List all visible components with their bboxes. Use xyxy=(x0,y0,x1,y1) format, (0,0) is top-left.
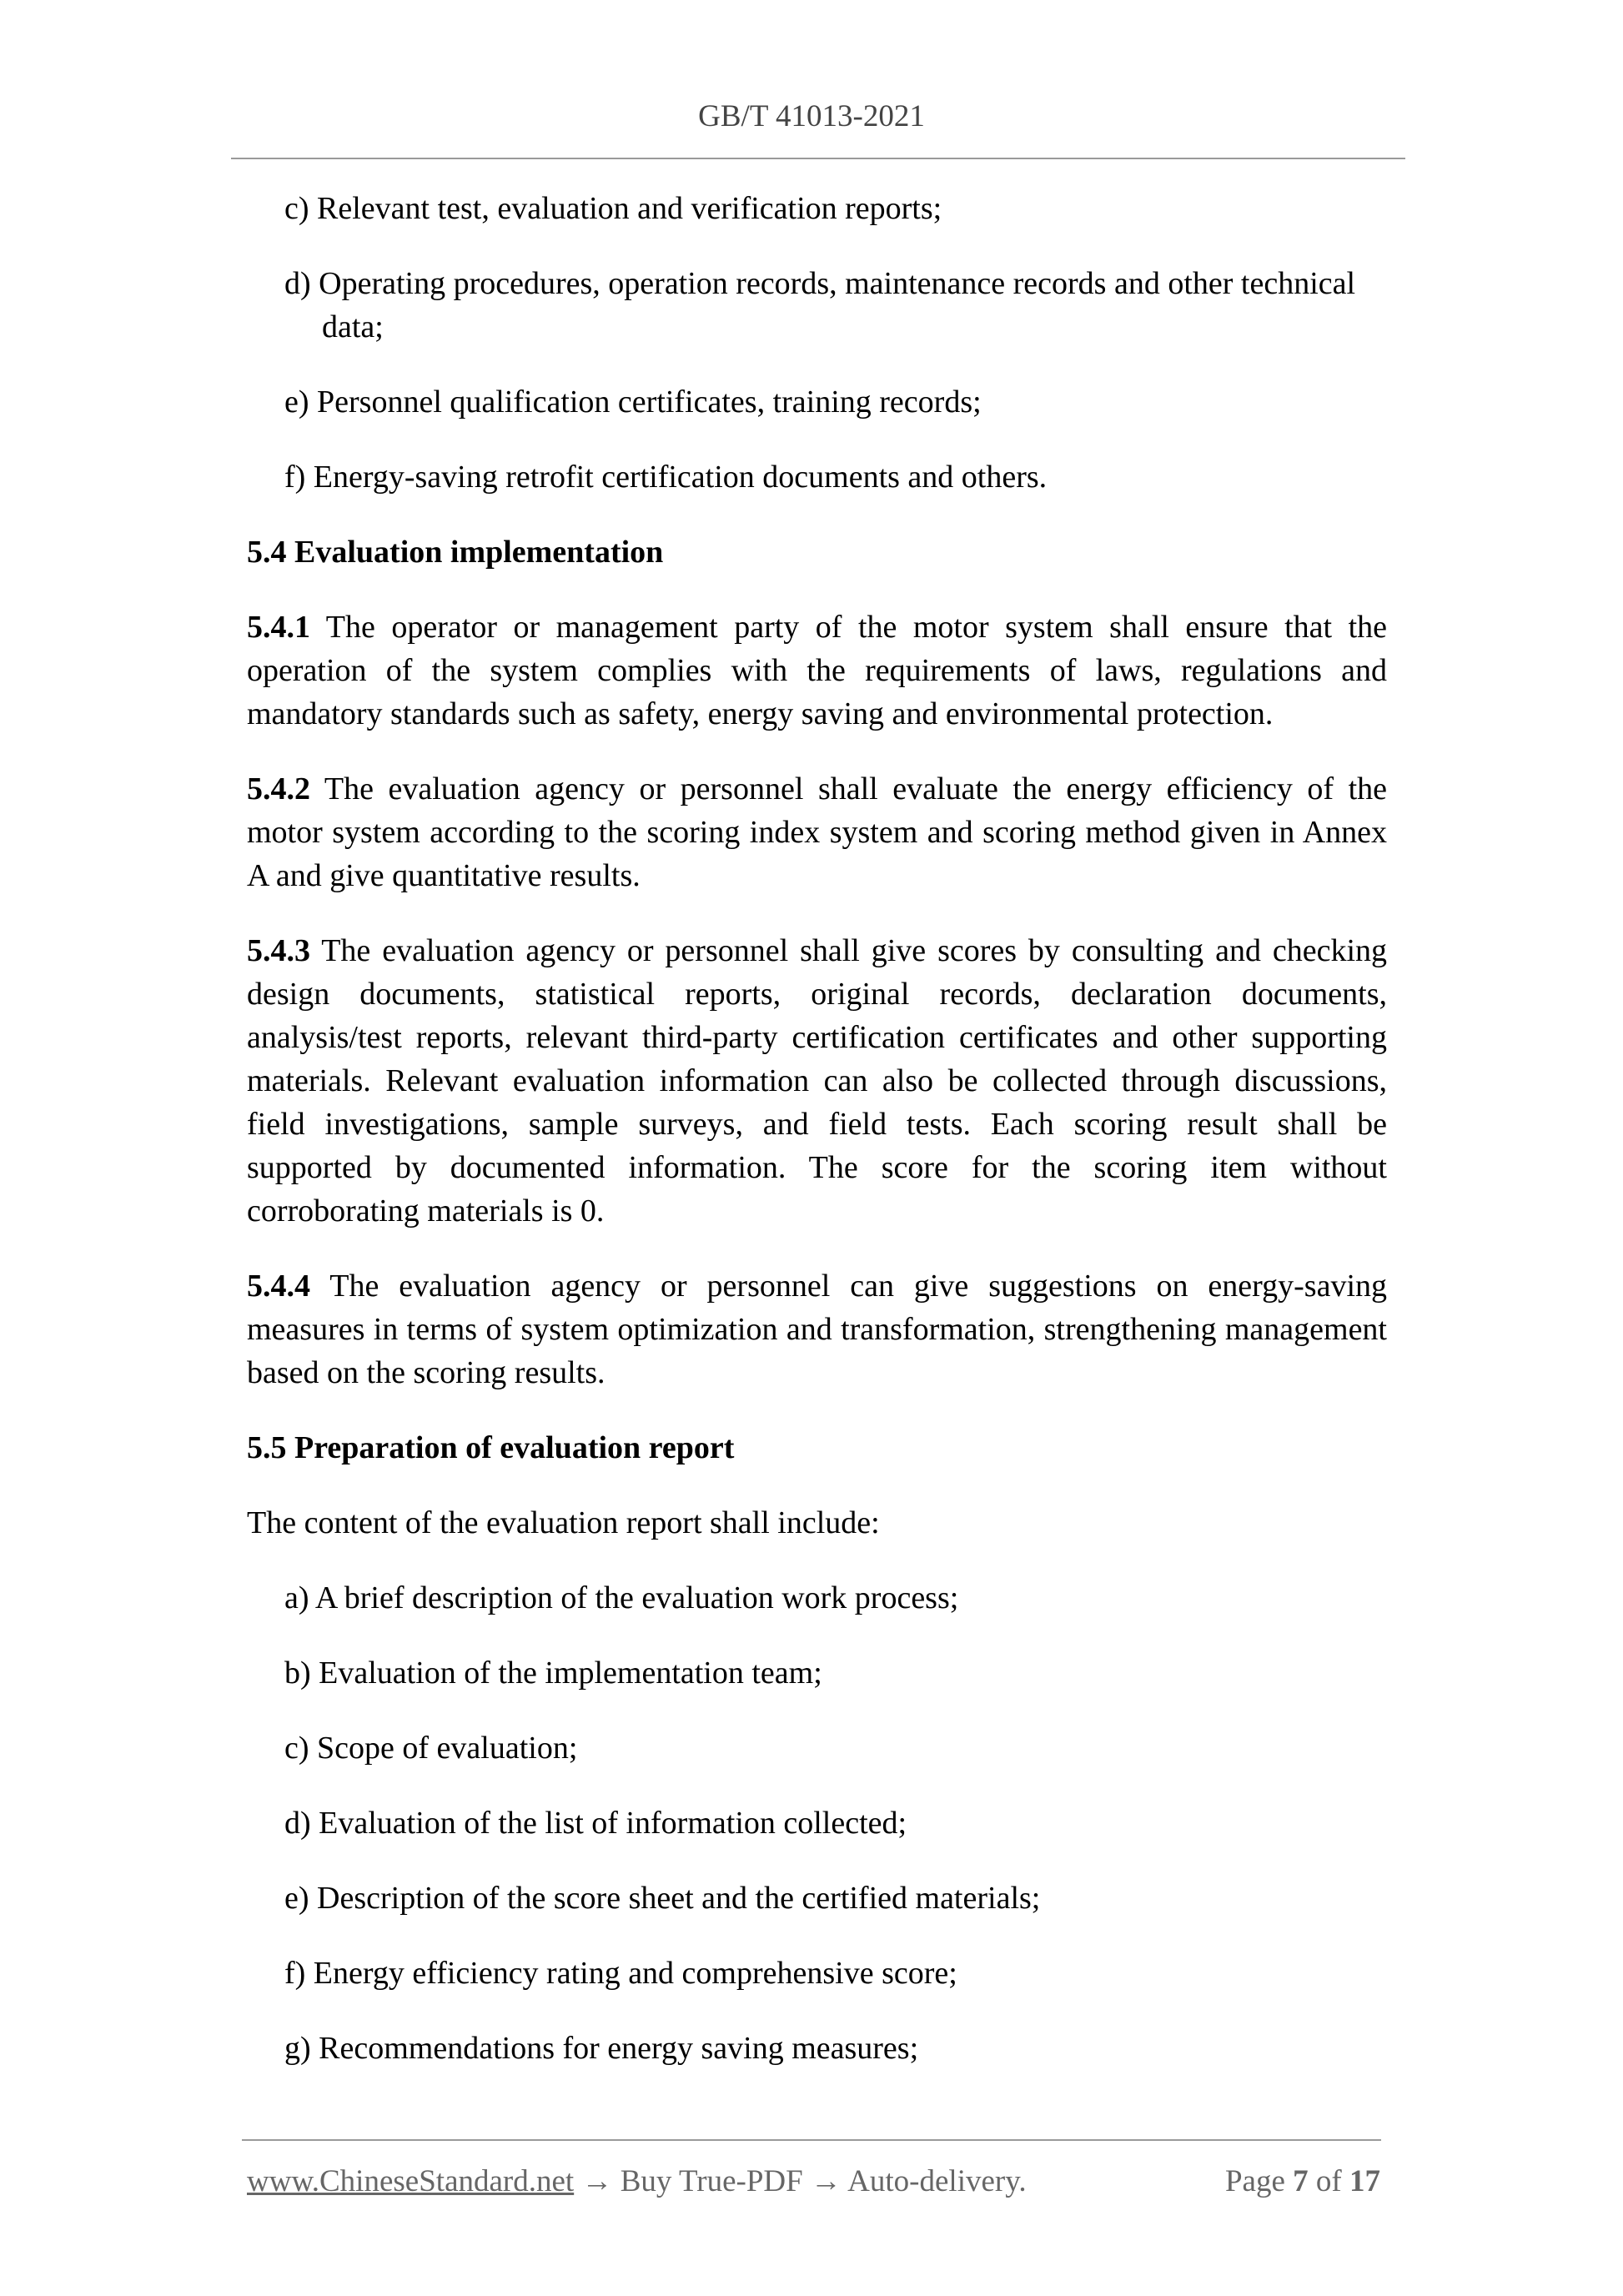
website-link[interactable]: www.ChineseStandard.net xyxy=(247,2164,575,2198)
clause-text: The operator or management party of the motor system shall ensure that the operation of the system complies with the requirements of laws, regulations and mandatory standards such as safety, energy saving and environmental protection. xyxy=(247,610,1387,731)
clause-5-4-1 xyxy=(247,605,1387,736)
list-item: c) Scope of evaluation; xyxy=(284,1731,578,1766)
section-heading-5-4: 5.4 Evaluation implementation xyxy=(247,535,664,570)
list-item: f) Energy efficiency rating and comprehensive score; xyxy=(284,1956,957,1991)
page-number xyxy=(1225,2160,1380,2203)
list-item: f) Energy-saving retrofit certification documents and others. xyxy=(284,460,1048,495)
section-heading-5-5: 5.5 Preparation of evaluation report xyxy=(247,1430,735,1465)
list-item: d) Evaluation of the list of information collected; xyxy=(284,1806,907,1841)
footer-promo xyxy=(247,2160,1027,2203)
list-item: b) Evaluation of the implementation team; xyxy=(284,1655,822,1691)
clause-number: 5.4.3 xyxy=(247,933,310,968)
current-page: 7 xyxy=(1293,2164,1309,2198)
clause-text: The evaluation agency or personnel can give suggestions on energy-saving measures in terms of system optimization and transformation, strengthening management based on the scoring results. xyxy=(247,1269,1387,1390)
clause-number: 5.4.1 xyxy=(247,610,310,645)
list-item: g) Recommendations for energy saving measures; xyxy=(284,2031,919,2066)
document-code-header: GB/T 41013-2021 xyxy=(698,99,925,133)
arrow-right-icon: → xyxy=(810,2164,842,2198)
auto-delivery-text: Auto-delivery. xyxy=(847,2164,1027,2198)
list-item: e) Description of the score sheet and the certified materials; xyxy=(284,1881,1041,1916)
total-pages: 17 xyxy=(1349,2164,1380,2198)
header-divider xyxy=(231,158,1405,159)
list-item: a) A brief description of the evaluation work process; xyxy=(284,1580,959,1615)
clause-text: The evaluation agency or personnel shall give scores by consulting and checking design documents, statistical reports, original records, declaration documents, analysis/test reports, relevant third-party certification certificates and other supporting materials. Relevant evaluation information can also be collected through discussions, field investigations, sample surveys, and field tests. Each scoring result shall be supported by documented information. The score for the scoring item without corroborating materials is 0. xyxy=(247,933,1387,1228)
list-item: c) Relevant test, evaluation and verification reports; xyxy=(284,191,942,226)
buy-pdf-text: Buy True-PDF xyxy=(620,2164,803,2198)
clause-5-4-2 xyxy=(247,767,1387,897)
arrow-right-icon: → xyxy=(581,2164,613,2198)
page-content xyxy=(247,187,1387,2102)
clause-5-4-3 xyxy=(247,929,1387,1233)
list-item: d) Operating procedures, operation records, maintenance records and other technical data; xyxy=(284,266,1356,344)
report-content-intro: The content of the evaluation report shall include: xyxy=(247,1505,880,1540)
page-of-label: of xyxy=(1315,2164,1342,2198)
clause-text: The evaluation agency or personnel shall evaluate the energy efficiency of the motor system according to the scoring index system and scoring method given in Annex A and give quantitative results. xyxy=(247,771,1387,893)
list-item: e) Personnel qualification certificates, training records; xyxy=(284,384,982,420)
clause-5-4-4 xyxy=(247,1264,1387,1394)
footer-divider xyxy=(242,2139,1381,2141)
clause-number: 5.4.2 xyxy=(247,771,310,806)
clause-number: 5.4.4 xyxy=(247,1269,310,1304)
page-label: Page xyxy=(1224,2164,1285,2198)
